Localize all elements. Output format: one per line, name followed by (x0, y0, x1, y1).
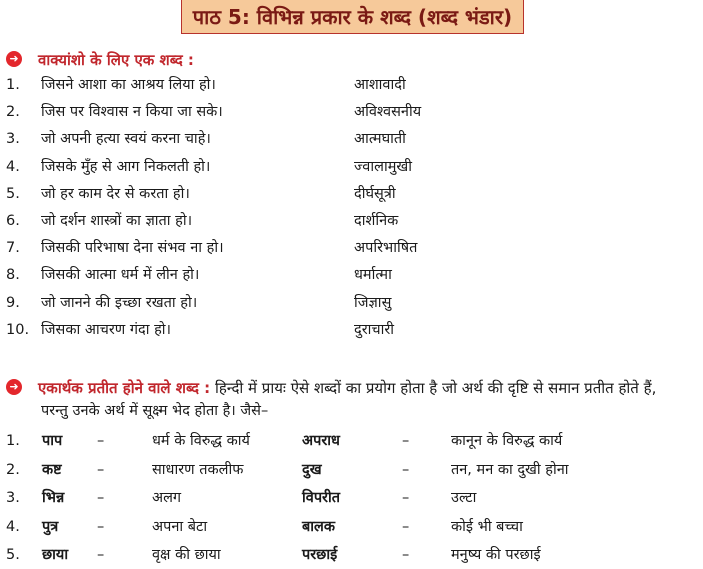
list-item (0, 457, 703, 484)
item-number: 2. (6, 104, 20, 121)
meaning-a: वृक्ष की छाया (152, 547, 221, 563)
item-word: दुराचारी (354, 321, 395, 338)
item-number: 10. (6, 321, 30, 338)
meaning-a: अलग (152, 490, 182, 506)
word-b: दुख (302, 461, 322, 478)
item-phrase: जिसका आचरण गंदा हो। (41, 321, 172, 338)
item-phrase: जिसके मुँह से आग निकलती हो। (41, 158, 211, 175)
item-number: 4. (6, 518, 20, 535)
section2-header (6, 378, 656, 398)
word-a: छाया (42, 547, 69, 563)
list-item (0, 542, 703, 569)
item-word: अपरिभाषित (354, 240, 418, 257)
dash: – (402, 547, 410, 563)
list-item (0, 317, 703, 344)
meaning-a: अपना बेटा (152, 518, 208, 535)
item-number: 6. (6, 213, 20, 229)
item-phrase: जो जानने की इच्छा रखता हो। (41, 294, 198, 311)
list-item (0, 485, 703, 512)
dash: – (402, 490, 410, 506)
word-b: विपरीत (302, 490, 341, 506)
list-item (0, 208, 703, 235)
item-number: 1. (6, 77, 20, 93)
item-word: जिज्ञासु (354, 294, 392, 311)
word-a: कष्ट (42, 461, 62, 478)
meaning-b: कानून के विरुद्ध कार्य (451, 433, 563, 449)
item-number: 7. (6, 240, 20, 257)
list-item (0, 428, 703, 455)
item-number: 3. (6, 490, 20, 506)
arrow-right-circle-icon: ➜ (6, 379, 22, 395)
item-number: 3. (6, 131, 20, 148)
section2-intro-line2: परन्तु उनके अर्थ में सूक्ष्म भेद होता है। जैसे– (41, 403, 269, 419)
item-word: दार्शनिक (354, 213, 399, 229)
item-phrase: जिस पर विश्वास न किया जा सके। (41, 104, 223, 121)
item-word: अविश्वसनीय (354, 104, 422, 121)
list-item (0, 235, 703, 262)
word-a: भिन्न (42, 490, 65, 506)
section1-heading: वाक्यांशो के लिए एक शब्द : (38, 51, 194, 69)
item-number: 5. (6, 547, 20, 563)
page-title: पाठ 5: विभिन्न प्रकार के शब्द (शब्द भंडार) (181, 0, 524, 34)
word-b: अपराध (302, 433, 340, 449)
word-a: पाप (42, 433, 63, 449)
section2-intro-line1: हिन्दी में प्रायः ऐसे शब्दों का प्रयोग होता है जो अर्थ की दृष्टि से समान प्रतीत होते हैं, (214, 379, 657, 397)
meaning-b: मनुष्य की परछाई (451, 547, 541, 563)
item-word: दीर्घसूत्री (354, 185, 396, 202)
item-number: 1. (6, 433, 20, 449)
dash: – (97, 547, 105, 563)
list-item (0, 126, 703, 153)
item-number: 9. (6, 294, 20, 311)
list-item (0, 72, 703, 99)
item-phrase: जिसने आशा का आश्रय लिया हो। (41, 77, 216, 93)
section1-header (6, 50, 194, 70)
item-phrase: जिसकी परिभाषा देना संभव ना हो। (41, 240, 224, 257)
list-item (0, 154, 703, 181)
item-number: 4. (6, 158, 20, 175)
item-word: आशावादी (354, 77, 406, 93)
item-word: आत्मघाती (354, 131, 406, 148)
meaning-b: उल्टा (451, 490, 477, 506)
meaning-b: तन, मन का दुखी होना (451, 461, 569, 478)
dash: – (402, 433, 410, 449)
item-phrase: जिसकी आत्मा धर्म में लीन हो। (41, 267, 200, 284)
list-item (0, 99, 703, 126)
item-number: 8. (6, 267, 20, 284)
item-phrase: जो अपनी हत्या स्वयं करना चाहे। (41, 131, 211, 148)
item-phrase: जो दर्शन शास्त्रों का ज्ञाता हो। (41, 213, 193, 229)
dash: – (97, 433, 105, 449)
list-item (0, 181, 703, 208)
arrow-right-circle-icon: ➜ (6, 51, 22, 67)
meaning-a: साधारण तकलीफ (152, 461, 244, 478)
item-phrase: जो हर काम देर से करता हो। (41, 185, 190, 202)
word-b: परछाई (302, 547, 338, 563)
word-a: पुत्र (42, 518, 59, 535)
item-word: ज्वालामुखी (354, 158, 412, 175)
dash: – (97, 518, 105, 535)
meaning-a: धर्म के विरुद्ध कार्य (152, 433, 250, 449)
section2-heading: एकार्थक प्रतीत होने वाले शब्द : (38, 379, 211, 397)
word-b: बालक (302, 518, 336, 535)
item-number: 2. (6, 461, 20, 478)
dash: – (97, 461, 105, 478)
dash: – (97, 490, 105, 506)
list-item (0, 514, 703, 541)
list-item (0, 262, 703, 289)
item-word: धर्मात्मा (354, 267, 392, 284)
dash: – (402, 461, 410, 478)
item-number: 5. (6, 185, 20, 202)
dash: – (402, 518, 410, 535)
meaning-b: कोई भी बच्चा (451, 518, 523, 535)
list-item (0, 290, 703, 317)
